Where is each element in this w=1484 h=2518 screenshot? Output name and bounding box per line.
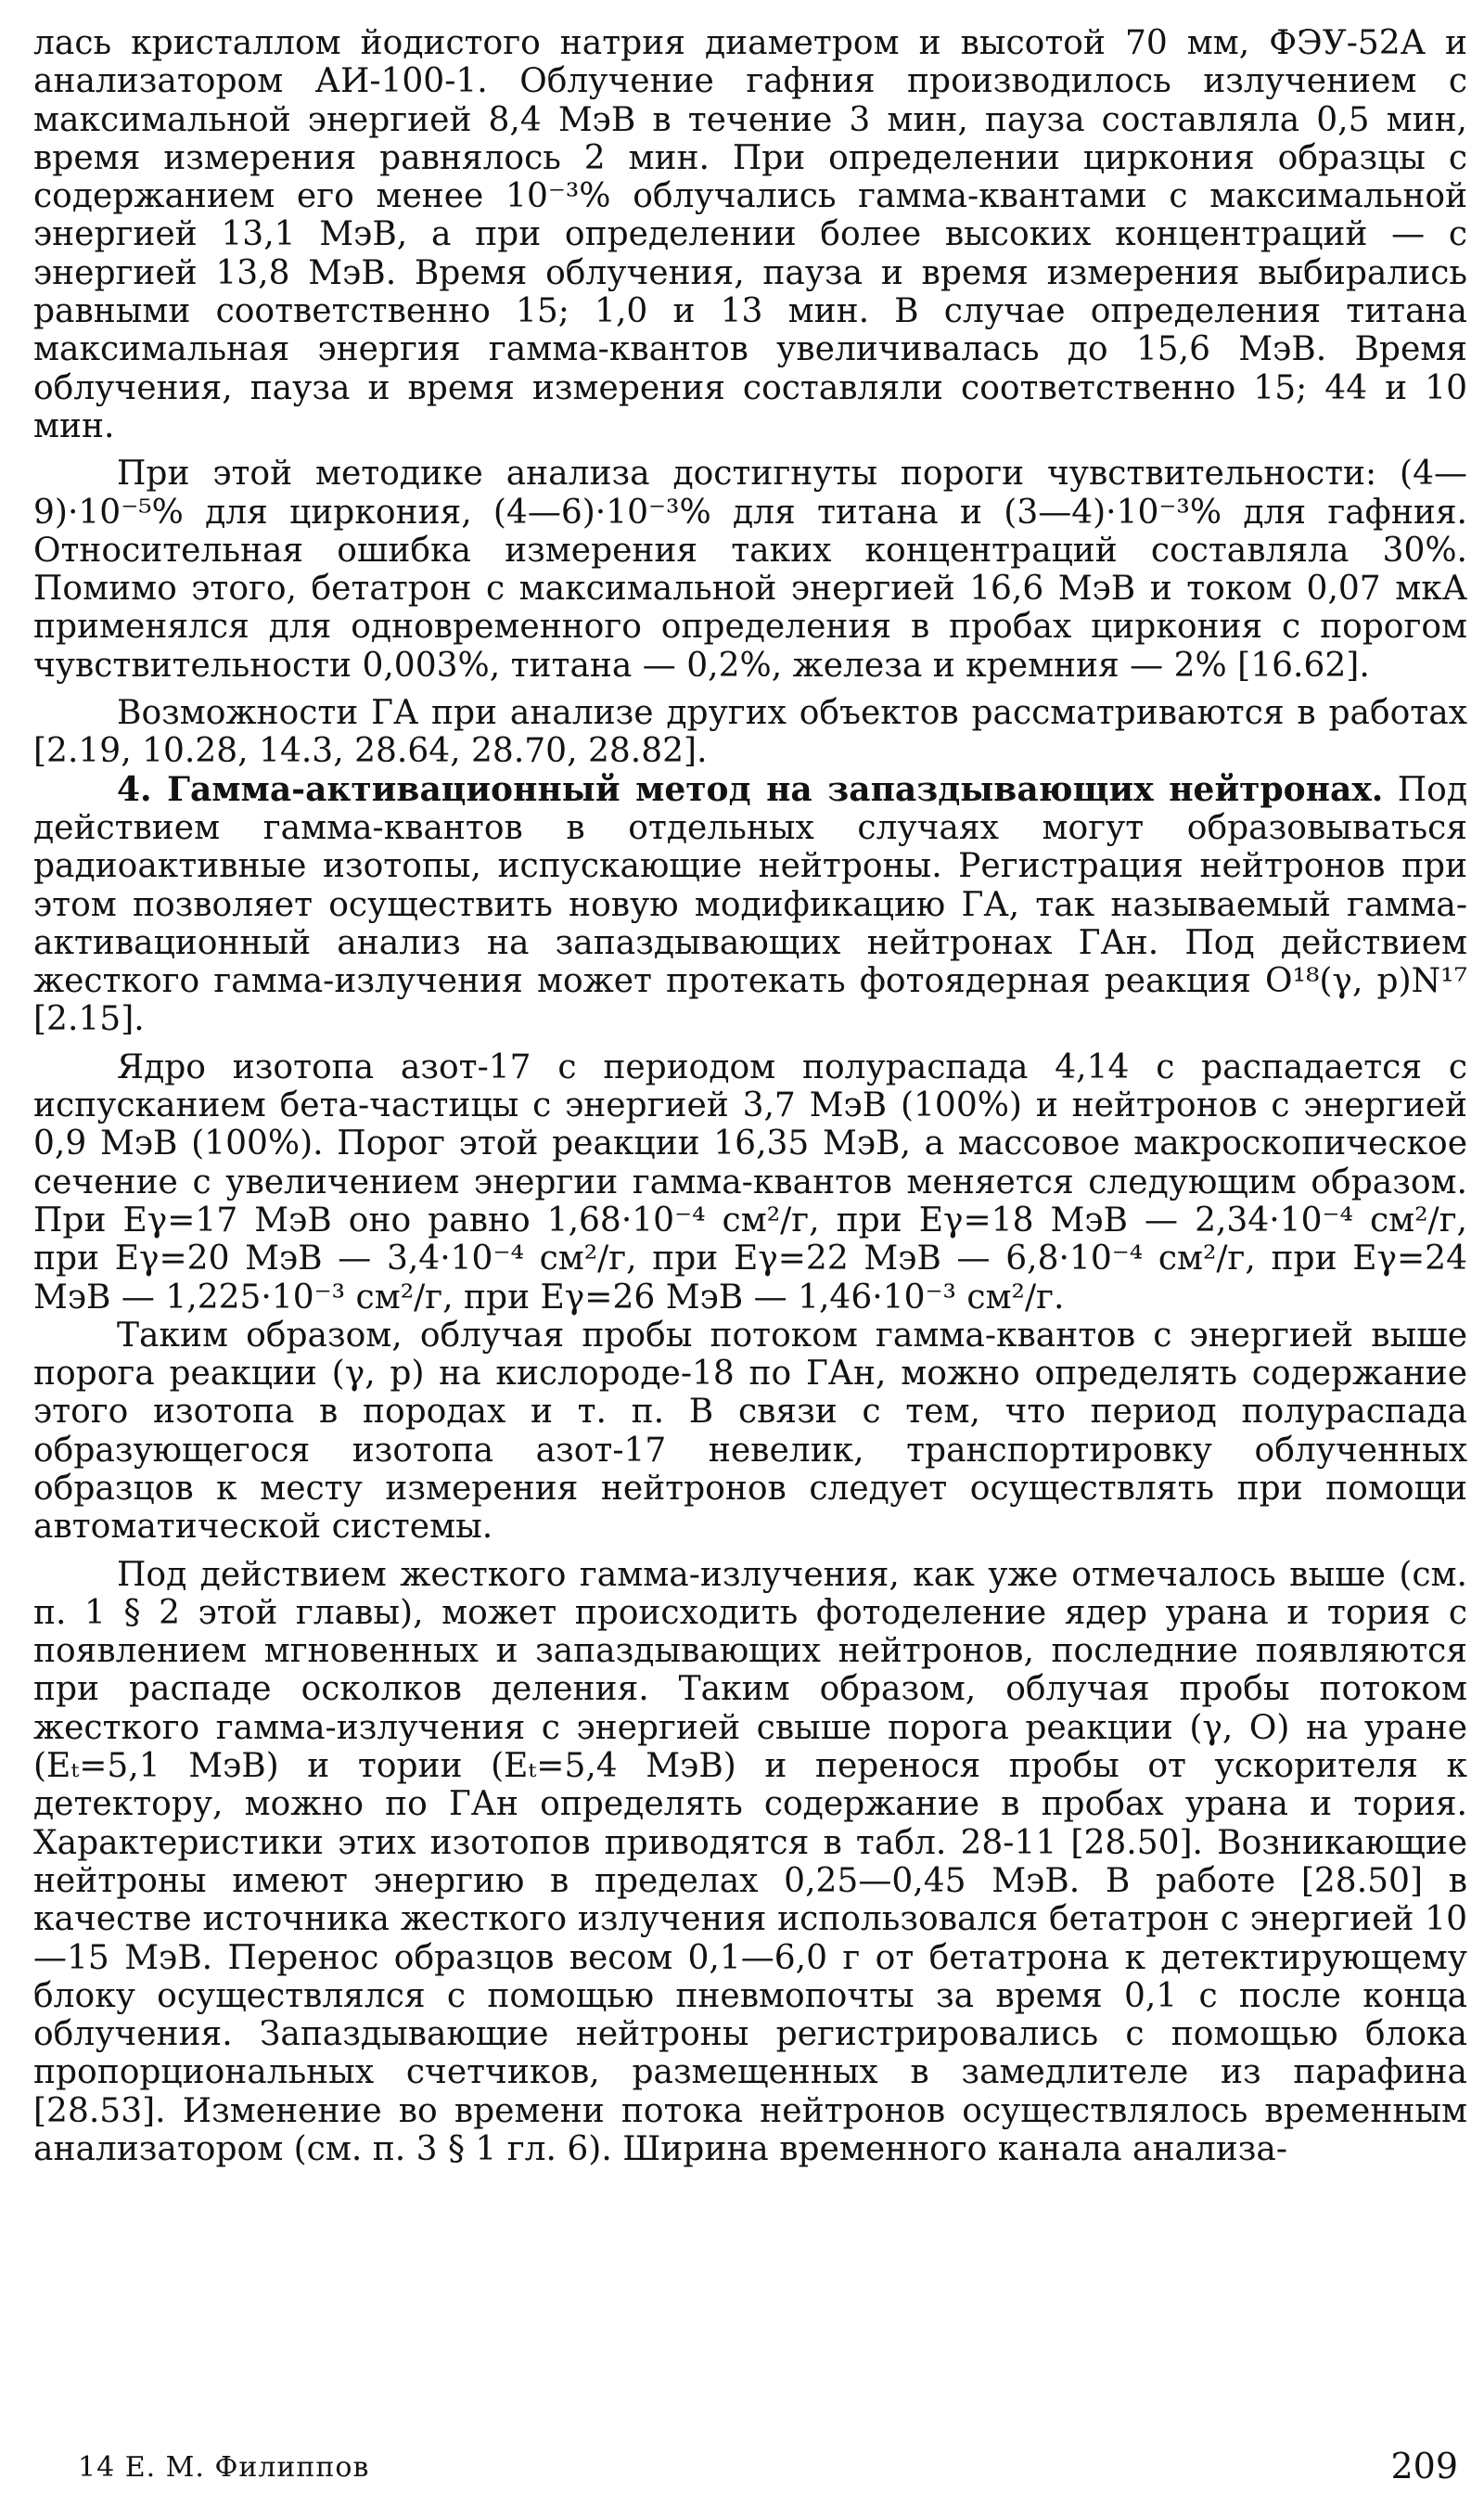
paragraph-continuation: лась кристаллом йодистого натрия диаметром и высотой 70 мм, ФЭУ-52А и анализатором АИ-100-1. Облучение гафния производилось излучением с максимальной энергией 8,4 МэВ в течение 3 мин, пауза составляла 0,5 мин, время измерения равнялось 2 мин. При определении циркония образцы с содержанием его менее 10⁻³% облучались гамма-квантами с максимальной энергией 13,1 МэВ, а при определении более высоких концентраций — с энергией 13,8 МэВ. Время облучения, пауза и время измерения выбирались равными соответственно 15; 1,0 и 13 мин. В случае определения титана максимальная энергия гамма-квантов увеличивалась до 15,6 МэВ. Время облучения, пауза и время измерения составляли соответственно 15; 44 и 10 мин. <box>33 24 1467 445</box>
page-body <box>33 24 1467 2168</box>
section-heading: 4. Гамма-активационный метод на запаздывающих нейтронах. <box>117 769 1384 809</box>
paragraph-section-4 <box>33 771 1467 1039</box>
paragraph-nitrogen-17: Ядро изотопа азот-17 с периодом полураспада 4,14 с распадается с испусканием бета-частицы с энергией 3,7 МэВ (100%) и нейтронов с энергией 0,9 МэВ (100%). Порог этой реакции 16,35 МэВ, а массовое макроскопическое сечение с увеличением энергии гамма-квантов меняется следующим образом. При Eγ=17 МэВ оно равно 1,68·10⁻⁴ см²/г, при Eγ=18 МэВ — 2,34·10⁻⁴ см²/г, при Eγ=20 МэВ — 3,4·10⁻⁴ см²/г, при Eγ=22 МэВ — 6,8·10⁻⁴ см²/г, при Eγ=24 МэВ — 1,225·10⁻³ см²/г, при Eγ=26 МэВ — 1,46·10⁻³ см²/г. <box>33 1047 1467 1317</box>
paragraph-oxygen-18: Таким образом, облучая пробы потоком гамма-квантов с энергией выше порога реакции (γ, p) на кислороде-18 по ГАн, можно определять содержание этого изотопа в породах и т. п. В связи с тем, что период полураспада образующегося изотопа азот-17 невелик, транспортировку облученных образцов к месту измерения нейтронов следует осуществлять при помощи автоматической системы. <box>33 1316 1467 1547</box>
paragraph-other-objects: Возможности ГА при анализе других объектов рассматриваются в работах [2.19, 10.28, 14.3, 28.64, 28.70, 28.82]. <box>33 694 1467 771</box>
page-number: 209 <box>1390 2446 1458 2486</box>
paragraph-uranium-thorium: Под действием жесткого гамма-излучения, как уже отмечалось выше (см. п. 1 § 2 этой главы), может происходить фотоделение ядер урана и тория с появлением мгновенных и запаздывающих нейтронов, последние появляются при распаде осколков деления. Таким образом, облучая пробы потоком жесткого гамма-излучения с энергией свыше порога реакции (γ, О) на уране (Eₜ=5,1 МэВ) и тории (Eₜ=5,4 МэВ) и перенося пробы от ускорителя к детектору, можно по ГАн определять содержание в пробах урана и тория. Характеристики этих изотопов приводятся в табл. 28-11 [28.50]. Возникающие нейтроны имеют энергию в пределах 0,25—0,45 МэВ. В работе [28.50] в качестве источника жесткого излучения использовался бетатрон с энергией 10—15 МэВ. Перенос образцов весом 0,1—6,0 г от бетатрона к детектирующему блоку осуществлялся с помощью пневмопочты за время 0,1 с после конца облучения. Запаздывающие нейтроны регистрировались с помощью блока пропорциональных счетчиков, размещенных в замедлителе из парафина [28.53]. Изменение во времени потока нейтронов осуществлялось временным анализатором (см. п. 3 § 1 гл. 6). Ширина временного канала анализа- <box>33 1555 1467 2169</box>
printer-signature: 14 Е. М. Филиппов <box>78 2451 370 2484</box>
section-4-text: Под действием гамма-квантов в отдельных случаях могут образовываться радиоактивные изотопы, испускающие нейтроны. Регистрация нейтронов при этом позволяет осуществить новую модификацию ГА, так называемый гамма-активационный анализ на запаздывающих нейтронах ГАн. Под действием жесткого гамма-излучения может протекать фотоядерная реакция O¹⁸(γ, p)N¹⁷ [2.15]. <box>33 770 1467 1039</box>
paragraph-sensitivity: При этой методике анализа достигнуты пороги чувствительности: (4—9)·10⁻⁵% для циркония, (4—6)·10⁻³% для титана и (3—4)·10⁻³% для гафния. Относительная ошибка измерения таких концентраций составляла 30%. Помимо этого, бетатрон с максимальной энергией 16,6 МэВ и током 0,07 мкА применялся для одновременного определения в пробах циркония с порогом чувствительности 0,003%, титана — 0,2%, железа и кремния — 2% [16.62]. <box>33 455 1467 685</box>
